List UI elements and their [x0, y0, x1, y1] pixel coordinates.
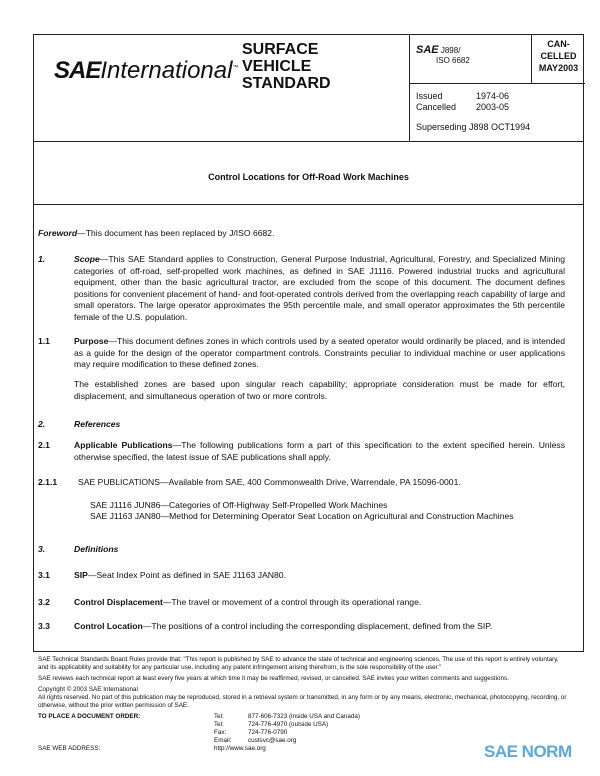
section — [74, 597, 565, 609]
section-number: 3.1 — [38, 570, 50, 580]
foreword-text: —This document has been replaced by J/ISO 6682. — [77, 228, 275, 238]
foreword-label: Foreword — [38, 228, 78, 238]
superseding: Superseding J898 OCT1994 — [416, 122, 531, 132]
section-number: 3. — [38, 544, 46, 554]
doc-type — [242, 41, 331, 92]
footer-rights: All rights reserved. No part of this publication may be reproduced, stored in a retrieval system or transmitted, in any form or by any means, electronic, mechanical, photocopying, recording, or otherwise, without the prior written permission of SAE. — [38, 694, 567, 709]
doc-info-box — [409, 35, 585, 142]
section-number: 2.1.1 — [38, 477, 58, 487]
section-text: —This document defines zones in which controls used by a seated operator would ordinarily be placed, and is intended as a guide for the design of the operator compartment controls. Constraints peculiar to individual machine or user applications may require modification to these defined zones. — [74, 336, 565, 370]
cancelled-date: 2003-05 — [476, 102, 510, 112]
doc-type-line: SURFACE — [242, 41, 319, 58]
foreword — [38, 228, 565, 240]
status-line: CELLED — [540, 51, 577, 61]
section-text: SAE PUBLICATIONS—Available from SAE, 400 Commonwealth Drive, Warrendale, PA 15096-0001. — [78, 477, 461, 487]
header — [34, 35, 583, 142]
section-number: 2. — [38, 419, 46, 429]
issued-date: 1974-06 — [476, 91, 510, 101]
section-text: The established zones are based upon singular reach capability; appropriate consideration must be made for effort, displacement, and simultaneous operation of two or more controls. — [74, 379, 565, 401]
sae-norm-watermark: SAE NORM — [484, 742, 572, 761]
section-heading: Scope — [74, 254, 100, 264]
contact-key: Tel: — [214, 713, 224, 720]
section — [74, 379, 565, 402]
section-number: 1. — [38, 254, 46, 264]
section — [74, 336, 565, 371]
contact-value: 877-606-7323 (inside USA and Canada) — [248, 713, 361, 720]
section-text: —Seat Index Point as defined in SAE J1163 JAN80. — [87, 570, 286, 580]
section-text: —The positions of a control including the corresponding displacement, defined from the SIP. — [142, 621, 493, 631]
section — [74, 621, 565, 633]
contact-value: 724-776-0790 — [248, 729, 288, 736]
section-text: —This SAE Standard applies to Construction, General Purpose Industrial, Agricultural, Forestry, and Specialized Mining categories of off-road, self-propelled work machines, as defined in SAE J1116. Powered industrial trucks and agricultural equipment, other than the basic agricultural tractor, are excluded from the scope of this document. The document defines positions for convenient placement of hand- and foot-operated controls derived from the overlapping reach capability of large and small operators. The large operator approximates the 95th percentile male, and small operator approximates the 5th percentile female of the U.S. population. — [74, 254, 565, 322]
section-heading: Control Displacement — [74, 597, 163, 607]
section-heading: References — [74, 419, 121, 429]
document-title: Control Locations for Off-Road Work Machines — [34, 142, 583, 205]
logo-tm: ™ — [232, 65, 239, 71]
section-number: 3.3 — [38, 621, 50, 631]
section — [74, 254, 565, 324]
contacts — [214, 713, 360, 753]
section — [90, 511, 565, 523]
section-number: 2.1 — [38, 440, 50, 450]
doc-number — [416, 45, 470, 66]
section-heading: Definitions — [74, 544, 119, 554]
cancelled-label: Cancelled — [416, 102, 457, 112]
footer-review: SAE reviews each technical report at least every five years at which time it may be reaffirmed, revised, or cancelled. SAE invites your written comments and suggestions. — [38, 675, 509, 682]
section — [78, 477, 565, 489]
section — [74, 419, 565, 431]
cancelled-status — [531, 35, 585, 84]
email-link[interactable]: custsvc@sae.org — [248, 737, 297, 744]
section — [74, 544, 565, 556]
section-heading: Control Location — [74, 621, 143, 631]
section-text: —The following publications form a part of this specification to the extent specified herein. Unless otherwise specified, the latest issue of SAE publications shall apply. — [74, 440, 565, 462]
web-link[interactable]: http://www.sae.org — [214, 745, 266, 752]
doc-type-line: STANDARD — [242, 75, 331, 92]
section-number: 3.2 — [38, 597, 50, 607]
dates — [416, 91, 536, 113]
contact-key: Tel: — [214, 721, 224, 728]
logo-sae: SAE — [54, 57, 101, 84]
sae-logo — [54, 57, 238, 85]
section-number: 1.1 — [38, 336, 50, 346]
section-text: SAE J1163 JAN80—Method for Determining Operator Seat Location on Agricultural and Construction Machines — [90, 511, 514, 521]
section — [74, 440, 565, 463]
web-label: SAE WEB ADDRESS: — [38, 745, 101, 752]
doc-number-line: J898/ — [440, 46, 461, 55]
contact-key: Fax: — [214, 729, 227, 736]
footer-copyright: Copyright © 2003 SAE International — [38, 686, 138, 693]
sae-mark: SAE — [416, 44, 439, 56]
order-label: TO PLACE A DOCUMENT ORDER: — [38, 713, 141, 720]
contact-value: 724-776-4970 (outside USA) — [248, 721, 329, 728]
section-text: —The travel or movement of a control through its operational range. — [162, 597, 422, 607]
doc-number-line: ISO 6682 — [436, 56, 470, 65]
doc-type-line: VEHICLE — [242, 58, 312, 75]
status-line: MAY2003 — [538, 63, 579, 73]
issued-label: Issued — [416, 91, 443, 101]
section-heading: SIP — [74, 570, 88, 580]
section — [90, 500, 565, 512]
footer-rules: SAE Technical Standards Board Rules provide that: "This report is published by SAE to advance the state of technical and engineering sciences. The use of this report is entirely voluntary, and its applicability and suitability for any particular use, including any patent infringement arising therefrom, is the sole responsibility of the user." — [38, 656, 559, 671]
section-heading: Applicable Publications — [74, 440, 173, 450]
section-heading: Purpose — [74, 336, 109, 346]
section — [74, 570, 565, 582]
logo-international: International — [100, 57, 233, 84]
contact-key[interactable]: Email: — [214, 737, 232, 744]
section-text: SAE J1116 JUN86—Categories of Off-Highway Self-Propelled Work Machines — [90, 500, 388, 510]
status-line: CAN- — [547, 39, 570, 49]
